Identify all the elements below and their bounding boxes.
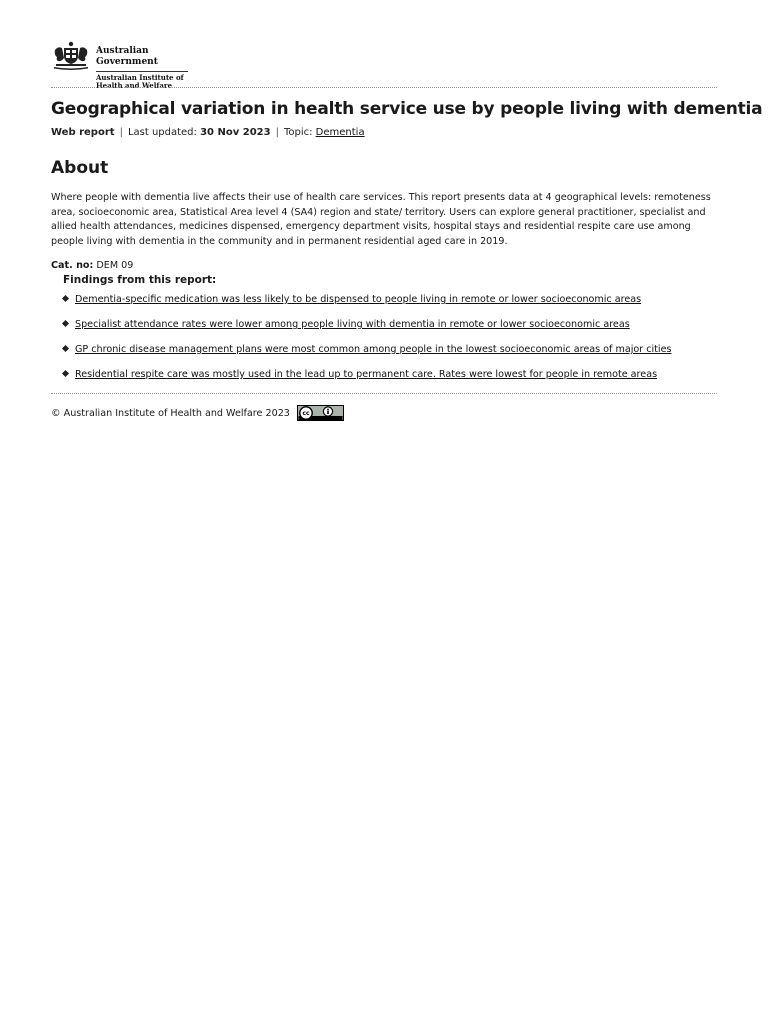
topic-link[interactable]: Dementia [315,127,365,138]
list-item [63,293,672,318]
page-title: Geographical variation in health service use by people living with dementia [51,99,763,119]
findings-list [63,293,672,393]
meta-separator: | [275,127,279,138]
footer [51,405,344,421]
report-meta [51,126,365,140]
top-divider [51,87,717,88]
bottom-divider [51,393,717,394]
diamond-bullet-icon [62,370,69,377]
list-item [63,368,672,393]
list-item [63,318,672,343]
institute-name-line-2: Health and Welfare [96,81,173,90]
coat-of-arms-icon [51,40,91,70]
last-updated-date: 30 Nov 2023 [200,127,271,138]
copyright-text: © Australian Institute of Health and Welfare 2023 [51,407,290,419]
logo-text [96,40,188,90]
findings-heading: Findings from this report: [63,274,217,286]
finding-link-4[interactable]: Residential respite care was mostly used in the lead up to permanent care. Rates were lowest for people in remote areas [75,369,658,380]
aihw-logo[interactable] [51,40,188,90]
report-type: Web report [51,127,115,138]
meta-separator: | [119,127,123,138]
government-name: Australian Government [96,46,188,72]
topic-label: Topic: [283,127,313,138]
finding-link-3[interactable]: GP chronic disease management plans were most common among people in the lowest socioeconomic areas of major cities [75,344,672,355]
finding-link-2[interactable]: Specialist attendance rates were lower among people living with dementia in remote or lower socioeconomic areas [75,319,630,330]
diamond-bullet-icon [62,320,69,327]
catalogue-number [51,260,133,272]
about-heading: About [51,158,109,178]
creative-commons-by-icon[interactable] [297,405,344,421]
about-paragraph: Where people with dementia live affects their use of health care services. This report presents data at 4 geographical levels: remoteness area, socioeconomic area, Statistical Area level 4 (SA4) region and state/ territory. Users can explore general practitioner, specialist and allied health attendances, medicines dispensed, emergency department visits, hospital stays and residential respite care use among people living with dementia in the community and in permanent residential aged care in 2019. [51,192,711,247]
institute-name-line-1: Australian Institute of [96,73,184,82]
catalogue-label: Cat. no: [51,260,94,271]
finding-link-1[interactable]: Dementia-specific medication was less likely to be dispensed to people living in remote or lower socioeconomic areas [75,294,642,305]
diamond-bullet-icon [62,345,69,352]
list-item [63,343,672,368]
catalogue-value: DEM 09 [96,260,134,271]
last-updated-label: Last updated: [127,127,197,138]
diamond-bullet-icon [62,295,69,302]
svg-text:cc: cc [302,410,310,418]
